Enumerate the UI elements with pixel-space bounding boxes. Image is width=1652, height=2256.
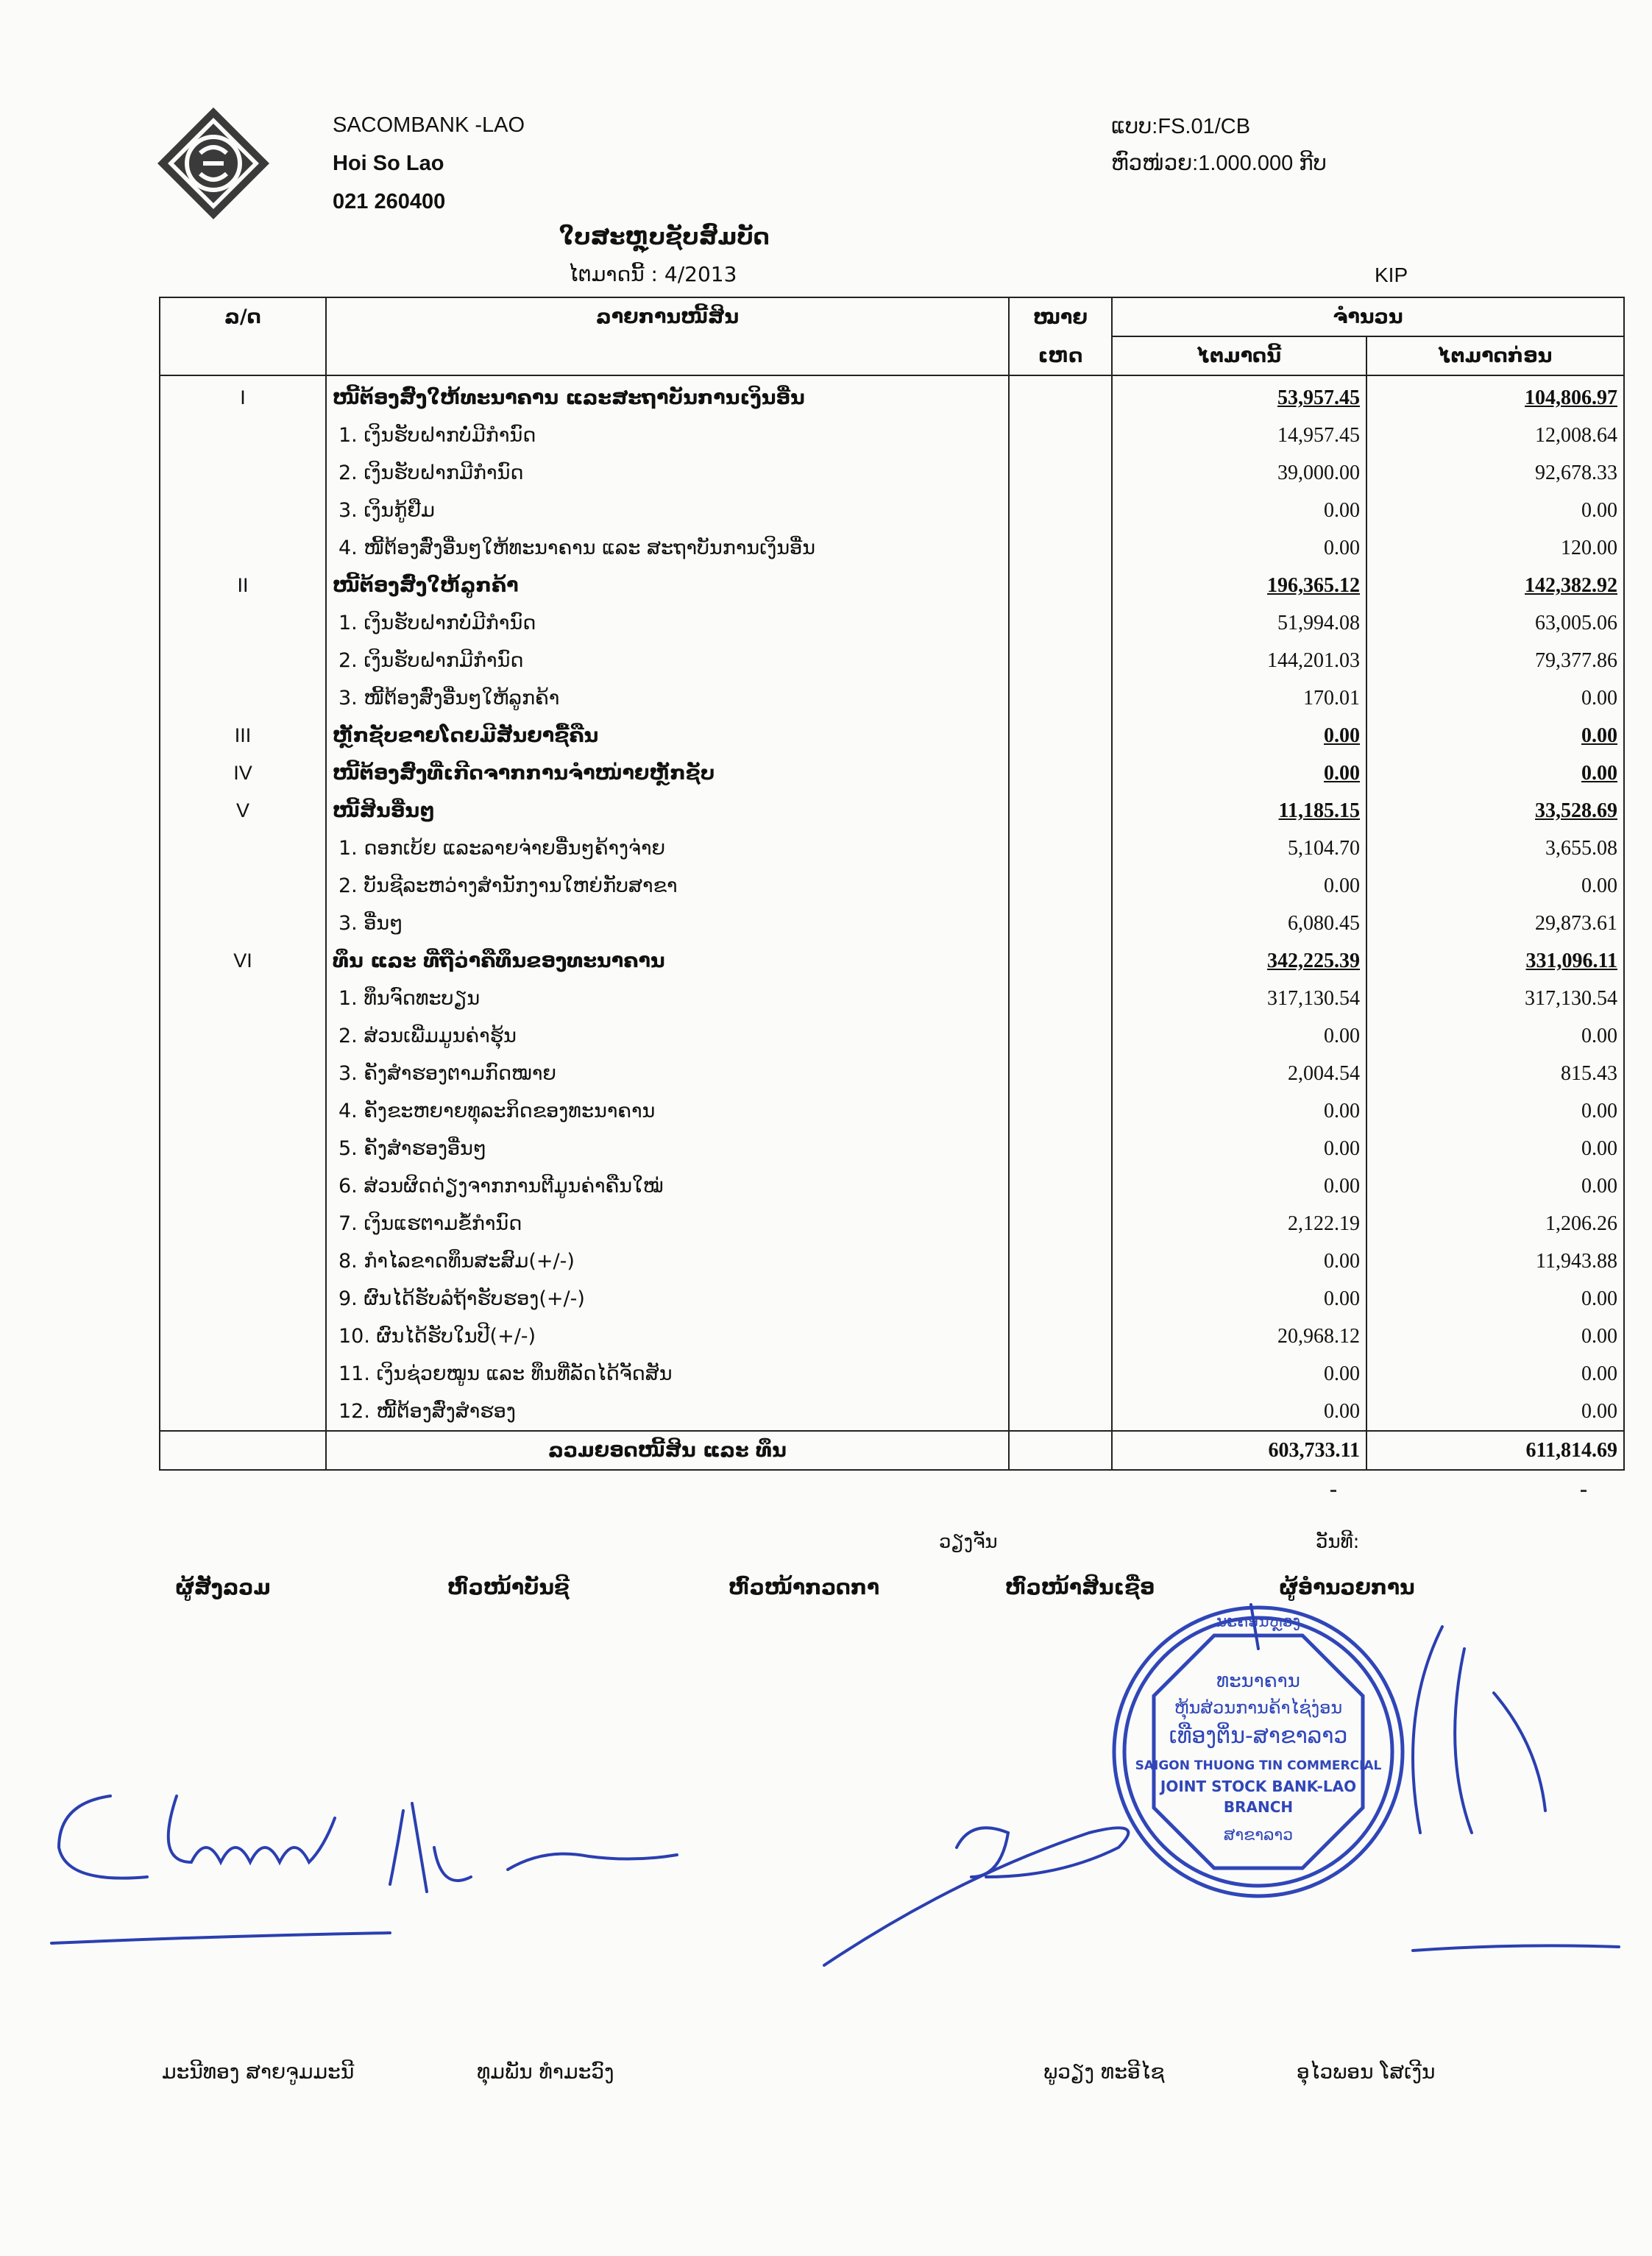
total-label: ລວມຍອດໜີ້ສິນ ແລະ ທຶນ: [326, 1431, 1009, 1470]
row-previous-value: 11,943.88: [1366, 1242, 1624, 1280]
row-number: [160, 1017, 326, 1055]
row-label: 2. ສ່ວນເພີ່ມມູນຄ່າຮຸ້ນ: [326, 1017, 1009, 1055]
table-row: [160, 754, 1624, 792]
row-label: 6. ສ່ວນຜິດດ່ຽງຈາກການຕີມູນຄ່າຄືນໃໝ່: [326, 1167, 1009, 1205]
table-row: [160, 1280, 1624, 1318]
row-note: [1009, 942, 1112, 980]
table-row: [160, 1393, 1624, 1431]
row-current-value: 317,130.54: [1112, 980, 1366, 1017]
row-label: ທຶນ ແລະ ທີ່ຖືວ່າຄືທຶນຂອງທະນາຄານ: [326, 942, 1009, 980]
stamp-line: JOINT STOCK BANK-LAO: [1160, 1778, 1357, 1795]
row-current-value: 53,957.45: [1112, 375, 1366, 417]
row-label: 3. ຄັງສຳຮອງຕາມກົດໝາຍ: [326, 1055, 1009, 1092]
row-current-value: 0.00: [1112, 1242, 1366, 1280]
row-number: [160, 1167, 326, 1205]
row-number: [160, 1092, 326, 1130]
row-previous-value: 0.00: [1366, 679, 1624, 717]
row-number: [160, 905, 326, 942]
table-row: [160, 604, 1624, 642]
row-label: 12. ໜີ້ຕ້ອງສົ່ງສຳຮອງ: [326, 1393, 1009, 1431]
table-row: [160, 1355, 1624, 1393]
table-row: [160, 1092, 1624, 1130]
row-note: [1009, 830, 1112, 867]
row-current-value: 0.00: [1112, 1280, 1366, 1318]
row-current-value: 2,004.54: [1112, 1055, 1366, 1092]
row-previous-value: 0.00: [1366, 1130, 1624, 1167]
row-label: 1. ດອກເບ້ຍ ແລະລາຍຈ່າຍອື່ນໆຄ້າງຈ່າຍ: [326, 830, 1009, 867]
table-row: [160, 642, 1624, 679]
row-label: ໜີ້ສິນອື່ນໆ: [326, 792, 1009, 830]
col-header-item: ລາຍການໜີ້ສິນ: [326, 297, 1009, 375]
total-previous: 611,814.69: [1366, 1431, 1624, 1470]
table-row: [160, 492, 1624, 529]
row-previous-value: 0.00: [1366, 492, 1624, 529]
row-note: [1009, 417, 1112, 454]
row-current-value: 0.00: [1112, 492, 1366, 529]
row-previous-value: 0.00: [1366, 867, 1624, 905]
row-number: [160, 1355, 326, 1393]
row-previous-value: 0.00: [1366, 1318, 1624, 1355]
signatory-title-chief-accountant: ຫົວໜ້າບັນຊີ: [447, 1575, 570, 1599]
row-note: [1009, 867, 1112, 905]
row-previous-value: 142,382.92: [1366, 567, 1624, 604]
row-number: [160, 679, 326, 717]
row-number: V: [160, 792, 326, 830]
row-previous-value: 63,005.06: [1366, 604, 1624, 642]
row-note: [1009, 1055, 1112, 1092]
row-number: [160, 642, 326, 679]
stamp-line: ສາຂາລາວ: [1223, 1826, 1294, 1845]
row-previous-value: 104,806.97: [1366, 375, 1624, 417]
row-number: I: [160, 375, 326, 417]
row-previous-value: 0.00: [1366, 1017, 1624, 1055]
row-note: [1009, 1205, 1112, 1242]
row-number: [160, 830, 326, 867]
row-label: 3. ໜີ້ຕ້ອງສົ່ງອື່ນໆໃຫ້ລູກຄ້າ: [326, 679, 1009, 717]
row-note: [1009, 980, 1112, 1017]
row-number: [160, 1130, 326, 1167]
row-current-value: 342,225.39: [1112, 942, 1366, 980]
row-label: ໜີ້ຕ້ອງສົ່ງໃຫ້ທະນາຄານ ແລະສະຖາບັນການເງິນອື່ນ: [326, 375, 1009, 417]
signatory-name-credit-head: ພູວຽງ ທະອີໄຊ: [1043, 2059, 1165, 2084]
table-row: [160, 1055, 1624, 1092]
table-row: [160, 867, 1624, 905]
row-current-value: 144,201.03: [1112, 642, 1366, 679]
table-body: [160, 375, 1624, 1431]
row-label: ຫຼັກຊັບຂາຍໂດຍມີສັນຍາຊື້ຄືນ: [326, 717, 1009, 754]
row-note: [1009, 1393, 1112, 1431]
row-previous-value: 815.43: [1366, 1055, 1624, 1092]
row-note: [1009, 1130, 1112, 1167]
row-previous-value: 0.00: [1366, 1393, 1624, 1431]
row-current-value: 170.01: [1112, 679, 1366, 717]
signatory-title-credit-head: ຫົວໜ້າສິນເຊື່ອ: [1005, 1575, 1155, 1599]
row-label: 11. ເງິນຊ່ວຍໝູນ ແລະ ທຶນທີ່ລັດໄດ້ຈັດສັນ: [326, 1355, 1009, 1393]
row-current-value: 0.00: [1112, 1355, 1366, 1393]
row-previous-value: 12,008.64: [1366, 417, 1624, 454]
row-previous-value: 331,096.11: [1366, 942, 1624, 980]
place-label: ວຽງຈັນ: [939, 1531, 998, 1553]
table-row: [160, 454, 1624, 492]
row-current-value: 6,080.45: [1112, 905, 1366, 942]
row-current-value: 20,968.12: [1112, 1318, 1366, 1355]
table-row: [160, 417, 1624, 454]
stamp-line: ທະນາຄານ: [1216, 1670, 1300, 1692]
row-note: [1009, 529, 1112, 567]
row-label: 1. ທຶນຈົດທະບຽນ: [326, 980, 1009, 1017]
row-current-value: 14,957.45: [1112, 417, 1366, 454]
row-label: 10. ຜົນໄດ້ຮັບໃນປີ(+/-): [326, 1318, 1009, 1355]
currency-label: KIP: [1375, 264, 1408, 286]
stamp-line: SAIGON THUONG TIN COMMERCIAL: [1135, 1758, 1382, 1773]
period-label: ໄຕມາດນີ້ : 4/2013: [568, 262, 737, 286]
row-number: II: [160, 567, 326, 604]
row-current-value: 0.00: [1112, 754, 1366, 792]
table-row: [160, 980, 1624, 1017]
row-note: [1009, 905, 1112, 942]
row-note: [1009, 454, 1112, 492]
table-row: [160, 679, 1624, 717]
row-current-value: 5,104.70: [1112, 830, 1366, 867]
table-row: [160, 830, 1624, 867]
signatory-name-chief-accountant: ທຸມພັນ ທຳມະວົງ: [477, 2059, 614, 2084]
table-row: [160, 1130, 1624, 1167]
row-number: [160, 980, 326, 1017]
row-label: 4. ໜີ້ຕ້ອງສົ່ງອື່ນໆໃຫ້ທະນາຄານ ແລະ ສະຖາບັນການເງິນອື່ນ: [326, 529, 1009, 567]
row-label: 8. ກຳໄລຂາດທຶນສະສົມ(+/-): [326, 1242, 1009, 1280]
row-current-value: 51,994.08: [1112, 604, 1366, 642]
table-row: [160, 529, 1624, 567]
row-label: 3. ອື່ນໆ: [326, 905, 1009, 942]
row-current-value: 0.00: [1112, 1017, 1366, 1055]
row-number: [160, 1280, 326, 1318]
row-note: [1009, 792, 1112, 830]
table-row: [160, 1167, 1624, 1205]
row-current-value: 11,185.15: [1112, 792, 1366, 830]
row-label: 4. ຄັງຂະຫຍາຍທຸລະກິດຂອງທະນາຄານ: [326, 1092, 1009, 1130]
row-label: 7. ເງິນແຮຕາມຂໍ້ກຳນົດ: [326, 1205, 1009, 1242]
row-number: III: [160, 717, 326, 754]
row-previous-value: 29,873.61: [1366, 905, 1624, 942]
row-current-value: 0.00: [1112, 867, 1366, 905]
row-label: ໜີ້ຕ້ອງສົ່ງໃຫ້ລູກຄ້າ: [326, 567, 1009, 604]
row-number: [160, 604, 326, 642]
row-number: VI: [160, 942, 326, 980]
handwritten-signatures: [0, 1568, 1652, 1980]
signatory-title-director: ຜູ້ອຳນວຍການ: [1279, 1575, 1415, 1599]
row-current-value: 0.00: [1112, 717, 1366, 754]
row-note: [1009, 492, 1112, 529]
row-previous-value: 120.00: [1366, 529, 1624, 567]
sacombank-logo: [155, 105, 272, 222]
row-current-value: 0.00: [1112, 1092, 1366, 1130]
col-header-note-1: ໝາຍ: [1009, 297, 1112, 336]
row-previous-value: 33,528.69: [1366, 792, 1624, 830]
row-note: [1009, 1280, 1112, 1318]
row-current-value: 0.00: [1112, 1167, 1366, 1205]
balance-sheet-table: [159, 297, 1625, 1471]
table-row: [160, 567, 1624, 604]
row-previous-value: 0.00: [1366, 1092, 1624, 1130]
row-previous-value: 0.00: [1366, 1280, 1624, 1318]
col-header-amount: ຈຳນວນ: [1112, 297, 1624, 336]
unit-label: ຫົວໜ່ວຍ:1.000.000 ກີບ: [1111, 152, 1327, 175]
row-number: [160, 454, 326, 492]
row-number: [160, 1393, 326, 1431]
stamp-line: ນະຄອນຫຼວງ: [1216, 1613, 1301, 1631]
row-label: 3. ເງິນກູ້ຢືມ: [326, 492, 1009, 529]
row-number: [160, 492, 326, 529]
row-note: [1009, 642, 1112, 679]
table-row: [160, 942, 1624, 980]
row-note: [1009, 1167, 1112, 1205]
row-number: [160, 867, 326, 905]
row-current-value: 2,122.19: [1112, 1205, 1366, 1242]
col-header-previous: ໄຕມາດກ່ອນ: [1366, 336, 1624, 375]
row-number: [160, 1318, 326, 1355]
table-row: [160, 717, 1624, 754]
col-header-current: ໄຕມາດນີ້: [1112, 336, 1366, 375]
row-current-value: 39,000.00: [1112, 454, 1366, 492]
dash-mark: [1330, 1490, 1336, 1492]
row-label: 1. ເງິນຮັບຝາກບໍ່ມີກຳນົດ: [326, 417, 1009, 454]
row-note: [1009, 717, 1112, 754]
row-previous-value: 0.00: [1366, 1355, 1624, 1393]
row-note: [1009, 1355, 1112, 1393]
table-row: [160, 1318, 1624, 1355]
row-previous-value: 0.00: [1366, 1167, 1624, 1205]
row-previous-value: 1,206.26: [1366, 1205, 1624, 1242]
row-note: [1009, 1242, 1112, 1280]
row-note: [1009, 679, 1112, 717]
table-row: [160, 1205, 1624, 1242]
row-current-value: 196,365.12: [1112, 567, 1366, 604]
row-label: 2. ເງິນຮັບຝາກມີກຳນົດ: [326, 642, 1009, 679]
row-previous-value: 0.00: [1366, 717, 1624, 754]
row-number: [160, 1055, 326, 1092]
signatory-title-audit-head: ຫົວໜ້າກວດກາ: [728, 1575, 880, 1599]
row-number: [160, 417, 326, 454]
stamp-line: ຫຸ້ນສ່ວນການຄ້າໄຊ່ງ່ອນ: [1174, 1697, 1343, 1718]
row-current-value: 0.00: [1112, 1130, 1366, 1167]
row-note: [1009, 1017, 1112, 1055]
stamp-line: BRANCH: [1223, 1798, 1294, 1816]
row-label: 5. ຄັງສຳຮອງອື່ນໆ: [326, 1130, 1009, 1167]
row-number: [160, 1205, 326, 1242]
signatory-name-compiler: ມະນີທອງ ສາຍຈູມມະນີ: [162, 2059, 355, 2084]
table-row: [160, 905, 1624, 942]
date-label: ວັນທີ:: [1316, 1531, 1360, 1553]
row-label: ໜີ້ຕ້ອງສົ່ງທີ່ເກີດຈາກການຈຳໜ່າຍຫຼັກຊັບ: [326, 754, 1009, 792]
row-number: [160, 529, 326, 567]
row-note: [1009, 604, 1112, 642]
form-code: ແບບ:FS.01/CB: [1111, 115, 1251, 138]
row-current-value: 0.00: [1112, 1393, 1366, 1431]
col-header-no: ລ/ດ: [160, 297, 326, 375]
row-note: [1009, 375, 1112, 417]
bank-name: SACOMBANK -LAO: [333, 113, 525, 137]
dash-mark: [1581, 1490, 1587, 1492]
signatory-title-compiler: ຜູ້ສັງລວມ: [175, 1575, 271, 1599]
row-previous-value: 3,655.08: [1366, 830, 1624, 867]
row-previous-value: 79,377.86: [1366, 642, 1624, 679]
table-row: [160, 1242, 1624, 1280]
table-row: [160, 375, 1624, 417]
table-row: [160, 792, 1624, 830]
row-previous-value: 0.00: [1366, 754, 1624, 792]
row-note: [1009, 567, 1112, 604]
table-row: [160, 1017, 1624, 1055]
document-title: ໃບສະຫຼຸບຊັບສົມບັດ: [559, 224, 770, 250]
branch-name: Hoi So Lao: [333, 152, 444, 175]
row-label: 9. ຜົນໄດ້ຮັບລໍຖ້າຮັບຮອງ(+/-): [326, 1280, 1009, 1318]
stamp-line: ເທືອງຕິ່ນ-ສາຂາລາວ: [1169, 1723, 1348, 1749]
total-current: 603,733.11: [1112, 1431, 1366, 1470]
row-note: [1009, 1318, 1112, 1355]
row-label: 2. ເງິນຮັບຝາກມີກຳນົດ: [326, 454, 1009, 492]
row-number: IV: [160, 754, 326, 792]
row-previous-value: 92,678.33: [1366, 454, 1624, 492]
row-previous-value: 317,130.54: [1366, 980, 1624, 1017]
row-label: 2. ບັນຊີລະຫວ່າງສຳນັກງານໃຫຍ່ກັບສາຂາ: [326, 867, 1009, 905]
row-note: [1009, 1092, 1112, 1130]
signatory-name-director: ອຸໄວພອນ ໂສເງີນ: [1297, 2059, 1436, 2084]
row-current-value: 0.00: [1112, 529, 1366, 567]
col-header-note-2: ເຫດ: [1009, 336, 1112, 375]
row-label: 1. ເງິນຮັບຝາກບໍ່ມີກຳນົດ: [326, 604, 1009, 642]
row-note: [1009, 754, 1112, 792]
row-number: [160, 1242, 326, 1280]
phone-number: 021 260400: [333, 190, 446, 213]
